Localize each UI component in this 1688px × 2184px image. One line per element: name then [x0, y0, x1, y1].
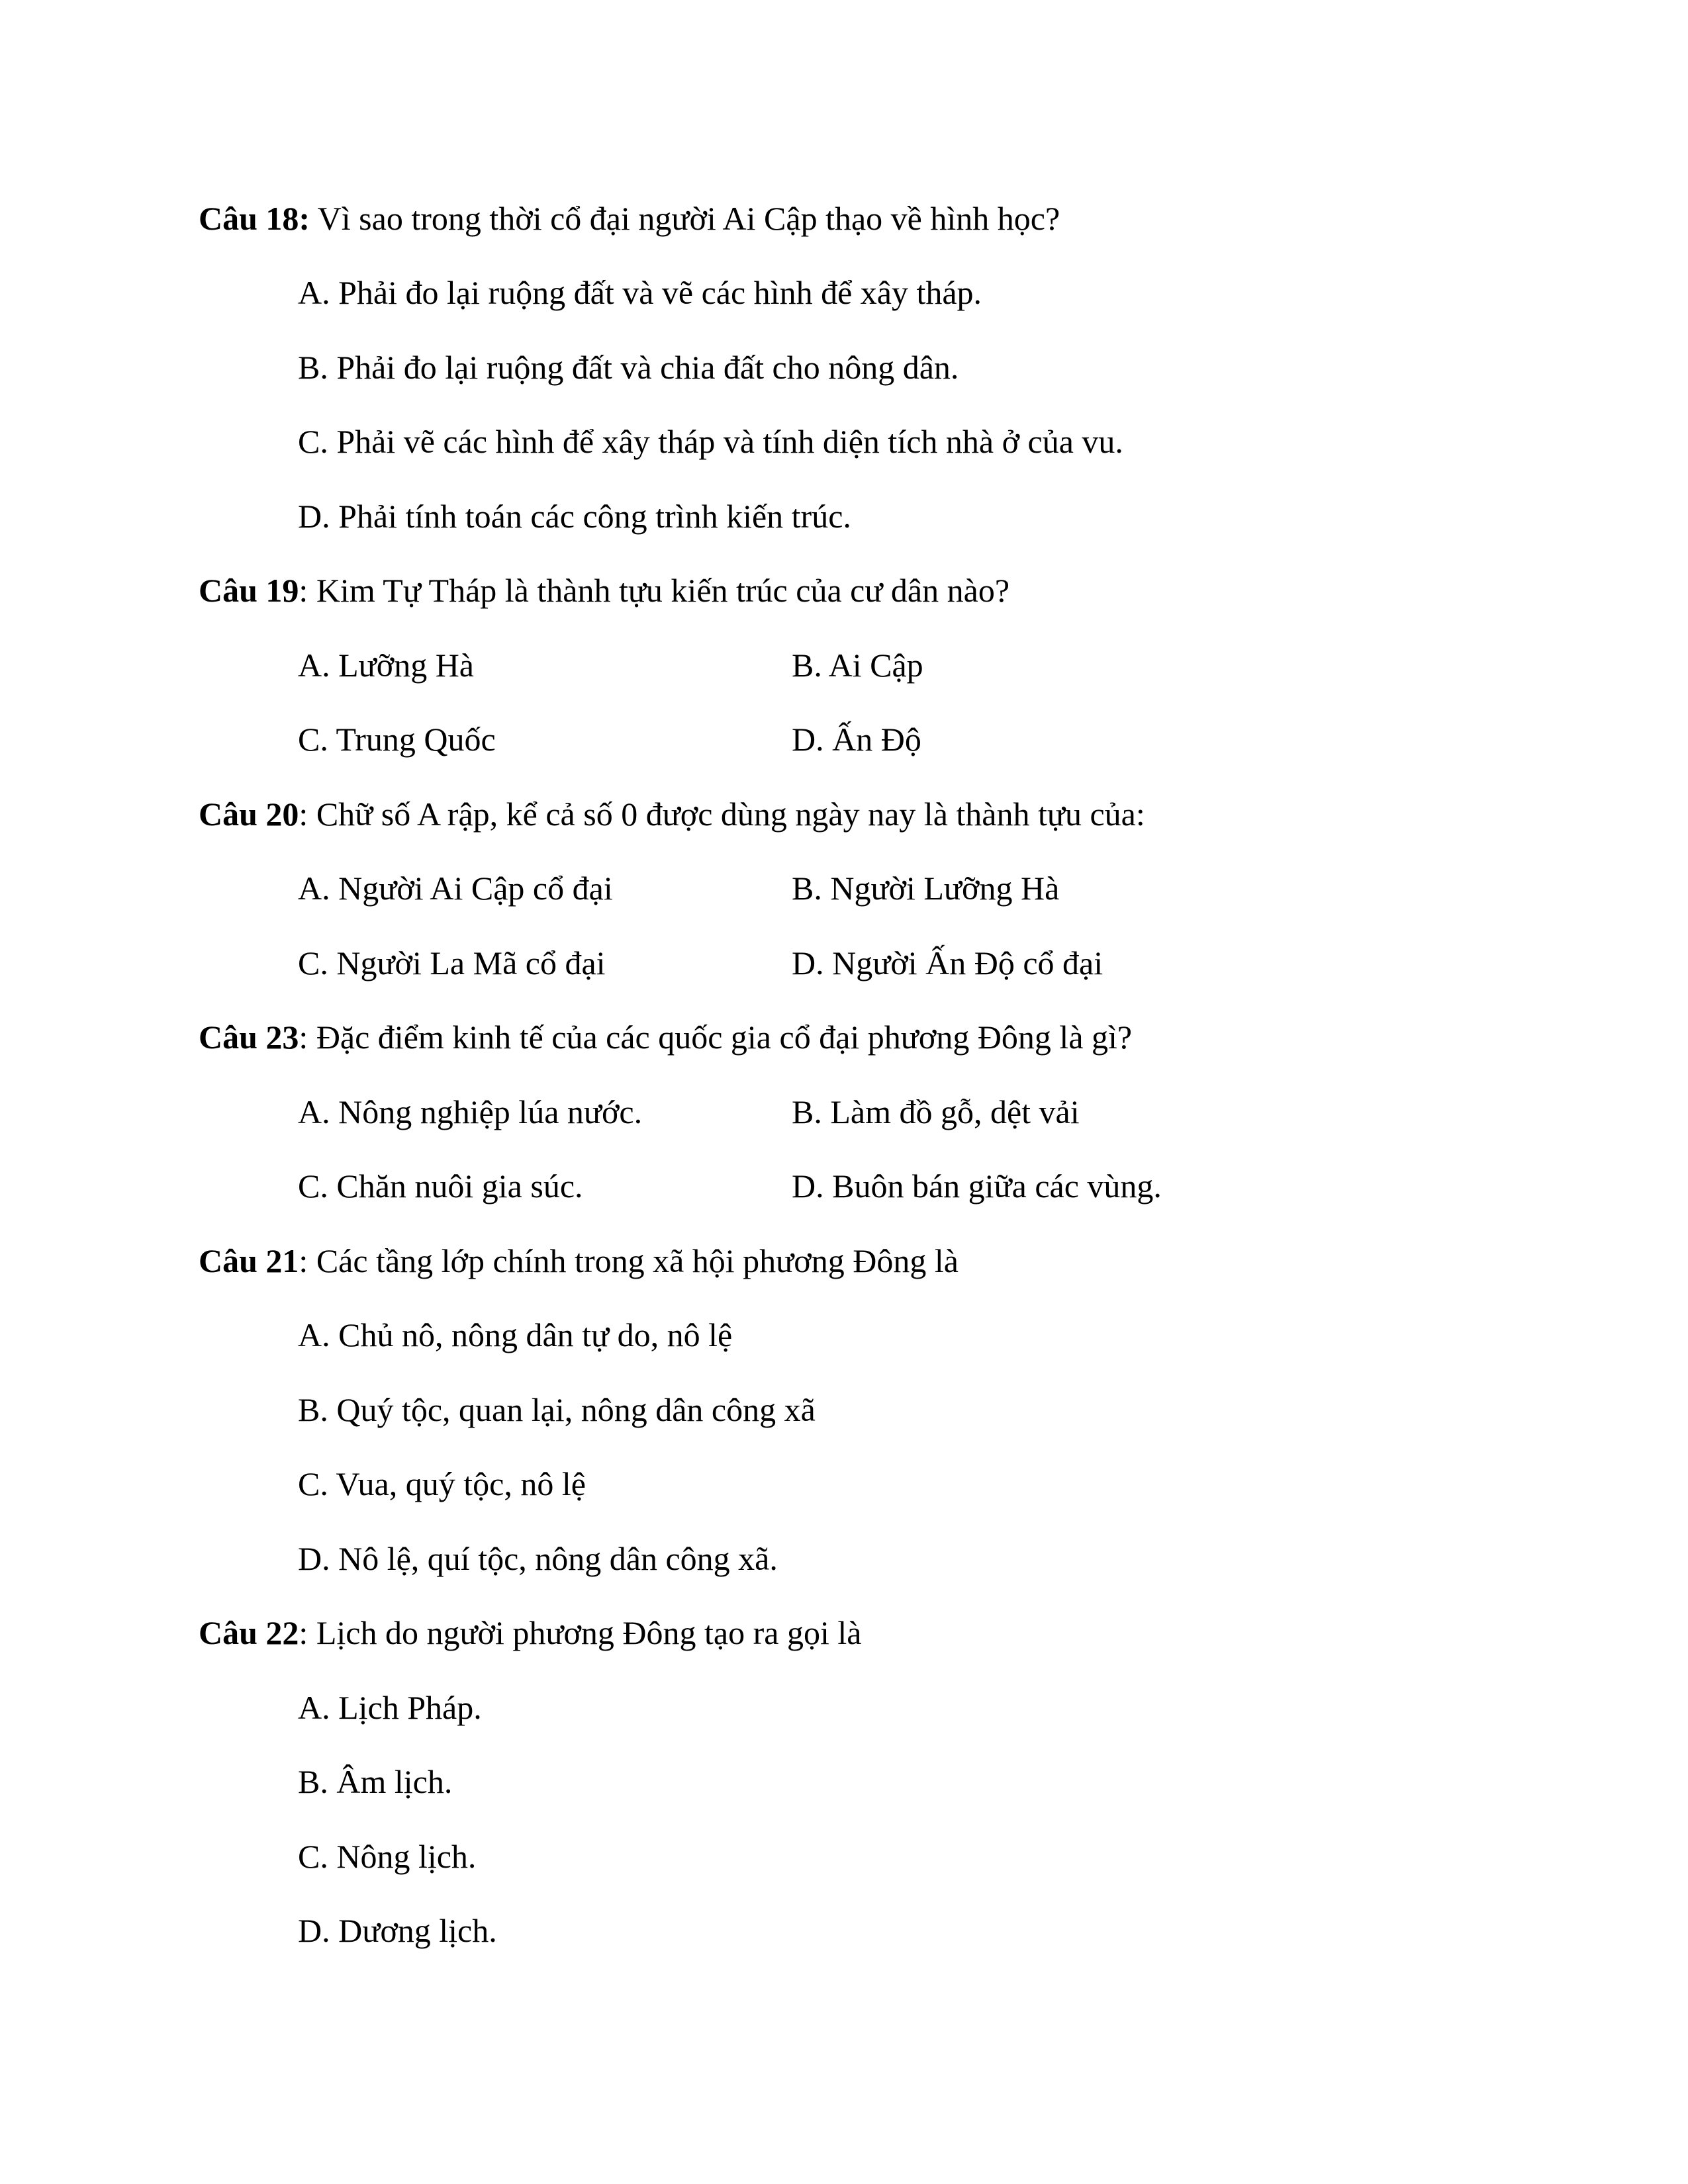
- option-c: C. Người La Mã cổ đại: [298, 944, 606, 981]
- question-21: [199, 1241, 959, 1281]
- question-19: [199, 570, 1009, 610]
- option-b: B. Âm lịch.: [298, 1763, 453, 1800]
- option-b: B. Người Lưỡng Hà: [792, 870, 1060, 907]
- option-b: B. Ai Cập: [792, 647, 923, 684]
- option-d: D. Nô lệ, quí tộc, nông dân công xã.: [298, 1540, 778, 1577]
- option-d: D. Buôn bán giữa các vùng.: [792, 1167, 1162, 1205]
- question-number: Câu 21: [199, 1242, 299, 1279]
- question-number: Câu 22: [199, 1614, 299, 1651]
- question-20: [199, 794, 1145, 834]
- option-c: C. Phải vẽ các hình để xây tháp và tính diện tích nhà ở của vu.: [298, 423, 1123, 460]
- option-c: C. Chăn nuôi gia súc.: [298, 1167, 583, 1205]
- question-text: : Các tầng lớp chính trong xã hội phương Đông là: [299, 1242, 959, 1279]
- question-number: Câu 19: [199, 572, 299, 609]
- option-a: A. Lưỡng Hà: [298, 647, 474, 684]
- option-b: B. Quý tộc, quan lại, nông dân công xã: [298, 1391, 816, 1428]
- option-a: A. Chủ nô, nông dân tự do, nô lệ: [298, 1316, 733, 1353]
- question-number: Câu 23: [199, 1019, 299, 1056]
- option-d: D. Người Ấn Độ cổ đại: [792, 944, 1103, 981]
- question-number: Câu 20: [199, 796, 299, 833]
- question-number: Câu 18:: [199, 200, 310, 237]
- question-text: : Đặc điểm kinh tế của các quốc gia cổ đại phương Đông là gì?: [299, 1019, 1133, 1056]
- question-18: [199, 199, 1060, 238]
- option-d: D. Dương lịch.: [298, 1912, 497, 1949]
- question-text: : Lịch do người phương Đông tạo ra gọi là: [299, 1614, 862, 1651]
- question-22: [199, 1613, 861, 1653]
- question-text: Vì sao trong thời cổ đại người Ai Cập thạo về hình học?: [310, 200, 1060, 237]
- question-23: [199, 1017, 1132, 1057]
- option-a: A. Phải đo lại ruộng đất và vẽ các hình để xây tháp.: [298, 274, 982, 311]
- option-a: A. Người Ai Cập cổ đại: [298, 870, 613, 907]
- option-d: D. Phải tính toán các công trình kiến trúc.: [298, 498, 851, 535]
- question-text: : Kim Tự Tháp là thành tựu kiến trúc của cư dân nào?: [299, 572, 1010, 609]
- option-b: B. Làm đồ gỗ, dệt vải: [792, 1093, 1080, 1130]
- option-c: C. Nông lịch.: [298, 1838, 477, 1875]
- option-d: D. Ấn Độ: [792, 721, 921, 758]
- option-c: C. Vua, quý tộc, nô lệ: [298, 1465, 586, 1502]
- option-a: A. Nông nghiệp lúa nước.: [298, 1093, 643, 1130]
- option-b: B. Phải đo lại ruộng đất và chia đất cho nông dân.: [298, 349, 959, 386]
- option-c: C. Trung Quốc: [298, 721, 496, 758]
- option-a: A. Lịch Pháp.: [298, 1689, 482, 1726]
- question-text: : Chữ số A rập, kể cả số 0 được dùng ngày nay là thành tựu của:: [299, 796, 1145, 833]
